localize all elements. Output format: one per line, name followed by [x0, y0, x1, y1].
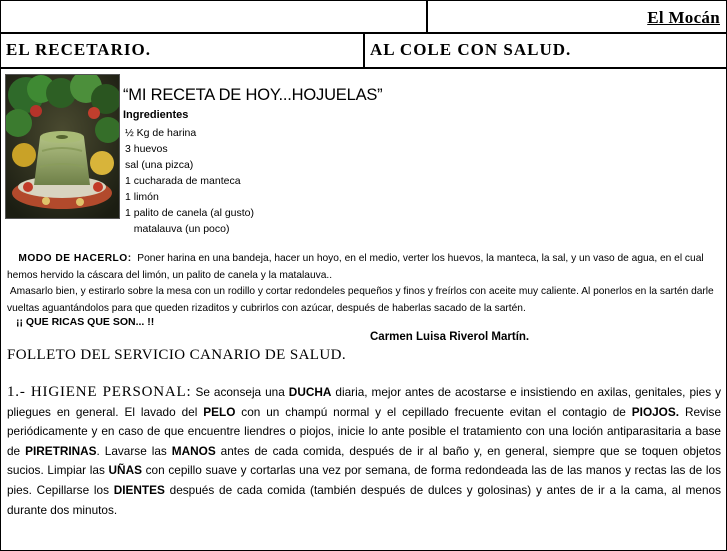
hygiene-paragraph — [7, 383, 721, 520]
keyword-dientes: DIENTES — [113, 482, 165, 497]
ingredient-item: 1 limón — [125, 191, 159, 203]
ingredients-heading: Ingredientes — [123, 109, 189, 121]
method-paragraph-1 — [7, 251, 721, 284]
section-left-cell — [1, 34, 365, 67]
keyword-pelo: PELO — [203, 404, 236, 419]
hygiene-heading: 1.- HIGIENE PERSONAL: — [7, 384, 192, 400]
ingredient-item: 3 huevos — [125, 143, 168, 155]
ingredient-item: 1 cucharada de manteca — [125, 175, 241, 187]
section-row — [1, 34, 726, 69]
keyword-unas: UÑAS — [108, 463, 142, 478]
keyword-piojos: PIOJOS. — [631, 404, 680, 419]
method-text-1: Poner harina en una bandeja, hacer un hoyo, en el medio, verter los huevos, la manteca, la sal, y un vaso de agua, en el cual hemos hervido la cáscara del limón, un palito de canela y la matalauva.. — [7, 253, 704, 281]
hygiene-text: con cepillo suave y cortarlas una vez por semana, de forma redondeada las de las manos y rectas las de los pies. Cepillarse los — [7, 463, 721, 497]
ingredient-item: matalauva (un poco) — [125, 223, 230, 235]
hygiene-text: . Lavarse las — [96, 443, 172, 458]
ingredients-list — [125, 125, 254, 237]
health-brochure-title: FOLLETO DEL SERVICIO CANARIO DE SALUD. — [7, 347, 346, 363]
recipe-author: Carmen Luisa Riverol Martín. — [370, 331, 530, 343]
recipe-photo — [5, 74, 120, 219]
keyword-piretrinas: PIRETRINAS — [25, 443, 97, 458]
brand-title: El Mocán — [647, 8, 720, 27]
method-text-2: Amasarlo bien, y estirarlo sobre la mesa con un rodillo y cortar redondeles pequeños y finos y freírlos con aceite muy caliente. Al ponerlos en la sartén darle vueltas aguantándolos para que queden rizaditos y cubrirlos con azúcar, después de haberlas sacado de la sartén. — [7, 286, 714, 314]
recipe-title: “MI RECETA DE HOY...HOJUELAS” — [123, 86, 383, 104]
hygiene-text: con un champú normal y el cepillado frecuente evitan el contagio de — [235, 404, 632, 419]
hygiene-text: Se aconseja una — [191, 385, 289, 399]
header-row — [1, 1, 726, 34]
recipe-method — [7, 251, 721, 317]
method-paragraph-2 — [7, 284, 721, 317]
ingredient-item: sal (una pizca) — [125, 159, 194, 171]
section-title-salud: AL COLE CON SALUD. — [370, 40, 572, 59]
hygiene-text: después de cada comida (también después de dulces y golosinas) y antes de ir a la cama, al menos durante dos minutos. — [7, 482, 721, 517]
header-blank-cell — [1, 1, 428, 32]
hygiene-text: antes de cada comida, después de ir al baño y, en general, siempre que se toquen objetos sucios. Limpiar las — [7, 443, 721, 478]
keyword-manos: MANOS — [171, 443, 216, 458]
hygiene-text: diaria, mejor antes de acostarse e insistiendo en axilas, genitales, pies y pliegues en general. El lavado del — [7, 385, 721, 419]
recipe-exclamation: ¡¡ QUE RICAS QUE SON... !! — [16, 316, 155, 328]
food-photo-illustration — [6, 75, 119, 218]
method-label: MODO DE HACERLO: — [18, 253, 132, 264]
hygiene-text: Revise periódicamente y en caso de que encuentre liendres o piojos, inicie lo ante posible el tratamiento con una loción antiparasitaria a base de — [7, 404, 721, 458]
ingredient-item: 1 palito de canela (al gusto) — [125, 207, 254, 219]
section-title-recetario: EL RECETARIO. — [6, 40, 151, 59]
ingredient-item: ½ Kg de harina — [125, 127, 197, 139]
keyword-ducha: DUCHA — [288, 385, 332, 399]
